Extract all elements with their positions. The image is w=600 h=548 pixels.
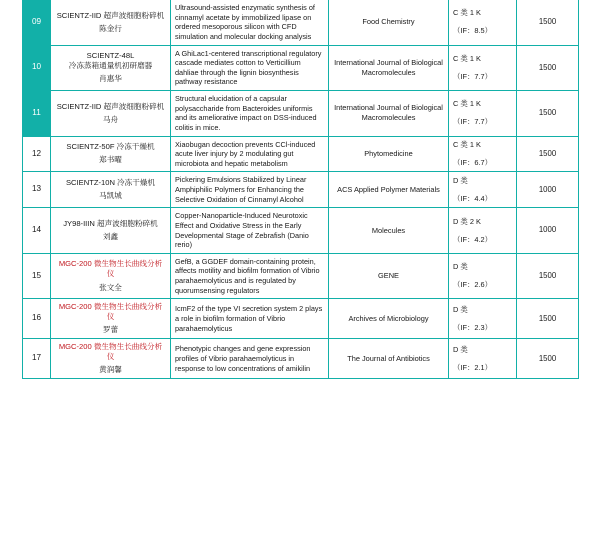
paper-title: GefB, a GGDEF domain-containing protein, affects motility and biofilm formation of Vibrio parahaemolyticus and is regulated by quorumsensing regulators: [171, 253, 329, 299]
instrument-model: [51, 0, 171, 45]
category-label: D 类: [453, 176, 468, 186]
journal-name: GENE: [329, 253, 449, 299]
row-number: 15: [23, 253, 51, 299]
category-label: C 类 1 K: [453, 8, 481, 18]
impact-factor: （IF：4.4）: [453, 193, 493, 203]
impact-factor: （IF：2.1）: [453, 362, 493, 372]
paper-title: A GhiLac1-centered transcriptional regulatory cascade mediates cotton to Verticillium dahliae through the lignin biosynthesis pathway resistance: [171, 45, 329, 91]
table-row: [23, 91, 579, 137]
paper-title: Ultrasound-assisted enzymatic synthesis of cinnamyl acetate by immobilized lipase on ordered mesoporous silicon with CFD simulation and molecular docking analysis: [171, 0, 329, 45]
journal-name: International Journal of Biological Macromolecules: [329, 91, 449, 137]
author-name: 罗蕾: [102, 325, 119, 335]
impact-factor: （IF：7.7）: [453, 71, 493, 81]
paper-title: Structural elucidation of a capsular polysaccharide from Bacteroides uniformis and its ameliorative impact on DSS-induced colitis in mice.: [171, 91, 329, 137]
paper-title: IcmF2 of the type VI secretion system 2 plays a role in biofilm formation of Vibrio parahaemolyticus: [171, 299, 329, 339]
award-amount: 1500: [517, 299, 579, 339]
category-label: D 类: [453, 262, 468, 272]
model-name-cont: 仪: [106, 352, 115, 362]
impact-factor: （IF：2.6）: [453, 280, 493, 289]
journal-name: The Journal of Antibiotics: [329, 339, 449, 379]
model-name-cont: 仪: [106, 312, 115, 322]
award-amount: 1500: [517, 253, 579, 299]
instrument-model: [51, 253, 171, 299]
impact-factor: （IF：7.7）: [453, 117, 493, 127]
instrument-model: [51, 299, 171, 339]
row-number: 09: [23, 0, 51, 45]
category-cell: [449, 299, 517, 339]
model-name-cont: 仪: [106, 269, 115, 279]
row-number: 17: [23, 339, 51, 379]
table-row: [23, 136, 579, 172]
journal-name: Phytomedicine: [329, 136, 449, 172]
journal-name: Archives of Microbiology: [329, 299, 449, 339]
category-cell: [449, 172, 517, 208]
table-row: [23, 172, 579, 208]
award-amount: 1500: [517, 339, 579, 379]
row-number: 16: [23, 299, 51, 339]
category-label: C 类 1 K: [453, 140, 481, 150]
award-amount: 1500: [517, 136, 579, 172]
category-label: C 类 1 K: [453, 99, 481, 109]
journal-name: International Journal of Biological Macromolecules: [329, 45, 449, 91]
category-label: C 类 1 K: [453, 53, 481, 63]
model-name: SCIENTZ-48L: [86, 51, 135, 61]
author-name: 肖惠华: [99, 74, 122, 84]
row-number: 14: [23, 208, 51, 254]
award-amount: 1500: [517, 45, 579, 91]
model-name-cont: 冷冻蒸箱通量机初研磨器: [68, 61, 153, 71]
model-name: MGC-200 微生物生长曲线分析: [58, 259, 163, 269]
category-label: D 类 2 K: [453, 216, 481, 226]
model-name: MGC-200 微生物生长曲线分析: [58, 342, 163, 352]
table-row: [23, 253, 579, 299]
table-row: [23, 339, 579, 379]
row-number: 12: [23, 136, 51, 172]
table-row: [23, 299, 579, 339]
row-number: 13: [23, 172, 51, 208]
impact-factor: （IF：8.5）: [453, 26, 493, 36]
paper-title: Phenotypic changes and gene expression profiles of Vibrio parahaemolyticus in response to low concentrations of amikilin: [171, 339, 329, 379]
impact-factor: （IF：2.3）: [453, 322, 493, 332]
paper-title: Pickering Emulsions Stabilized by Linear Amphiphilic Polymers for Enhancing the Selective Oxidation of Cinnamyl Alcohol: [171, 172, 329, 208]
impact-factor: （IF：4.2）: [453, 234, 493, 244]
instrument-model: [51, 136, 171, 172]
instrument-model: [51, 91, 171, 137]
row-number: 11: [23, 91, 51, 137]
table-row: [23, 0, 579, 45]
table-body: [23, 0, 579, 379]
journal-name: Food Chemistry: [329, 0, 449, 45]
category-cell: [449, 253, 517, 299]
instrument-model: [51, 208, 171, 254]
author-name: 马凯城: [99, 191, 122, 201]
model-name: JY98-IIIN 超声波细胞粉碎机: [63, 218, 158, 228]
award-amount: 1500: [517, 0, 579, 45]
author-name: 陈金行: [99, 23, 122, 33]
category-cell: [449, 136, 517, 172]
model-name: MGC-200 微生物生长曲线分析: [58, 302, 163, 312]
category-label: D 类: [453, 345, 468, 355]
publication-table: [22, 0, 579, 379]
impact-factor: （IF：6.7）: [453, 157, 493, 167]
award-amount: 1500: [517, 91, 579, 137]
award-amount: 1000: [517, 172, 579, 208]
author-name: 黄润馨: [99, 365, 122, 375]
category-cell: [449, 45, 517, 91]
paper-title: Copper-Nanoparticle-Induced Neurotoxic Effect and Oxidative Stress in the Early Developmental Stage of Zebrafish (Danio rerio): [171, 208, 329, 254]
table-row: [23, 45, 579, 91]
model-name: SCIENTZ-IID 超声波细胞粉碎机: [56, 101, 165, 111]
award-amount: 1000: [517, 208, 579, 254]
author-name: 马舟: [102, 114, 119, 124]
journal-name: ACS Applied Polymer Materials: [329, 172, 449, 208]
table-row: [23, 208, 579, 254]
category-label: D 类: [453, 305, 468, 314]
model-name: SCIENTZ-IID 超声波细胞粉碎机: [56, 10, 165, 20]
instrument-model: [51, 339, 171, 379]
category-cell: [449, 0, 517, 45]
category-cell: [449, 208, 517, 254]
model-name: SCIENTZ-10N 冷冻干燥机: [65, 178, 156, 188]
model-name: SCIENTZ-50F 冷冻干燥机: [66, 142, 155, 152]
instrument-model: [51, 45, 171, 91]
author-name: 张文全: [99, 282, 122, 292]
author-name: 郑书曜: [99, 155, 122, 165]
category-cell: [449, 91, 517, 137]
row-number: 10: [23, 45, 51, 91]
journal-name: Molecules: [329, 208, 449, 254]
category-cell: [449, 339, 517, 379]
author-name: 刘鑫: [102, 232, 119, 241]
paper-title: Xiaobugan decoction prevents CCl-induced acute liver injury by 2 modulating gut microbiota and hepatic metabolism: [171, 136, 329, 172]
instrument-model: [51, 172, 171, 208]
